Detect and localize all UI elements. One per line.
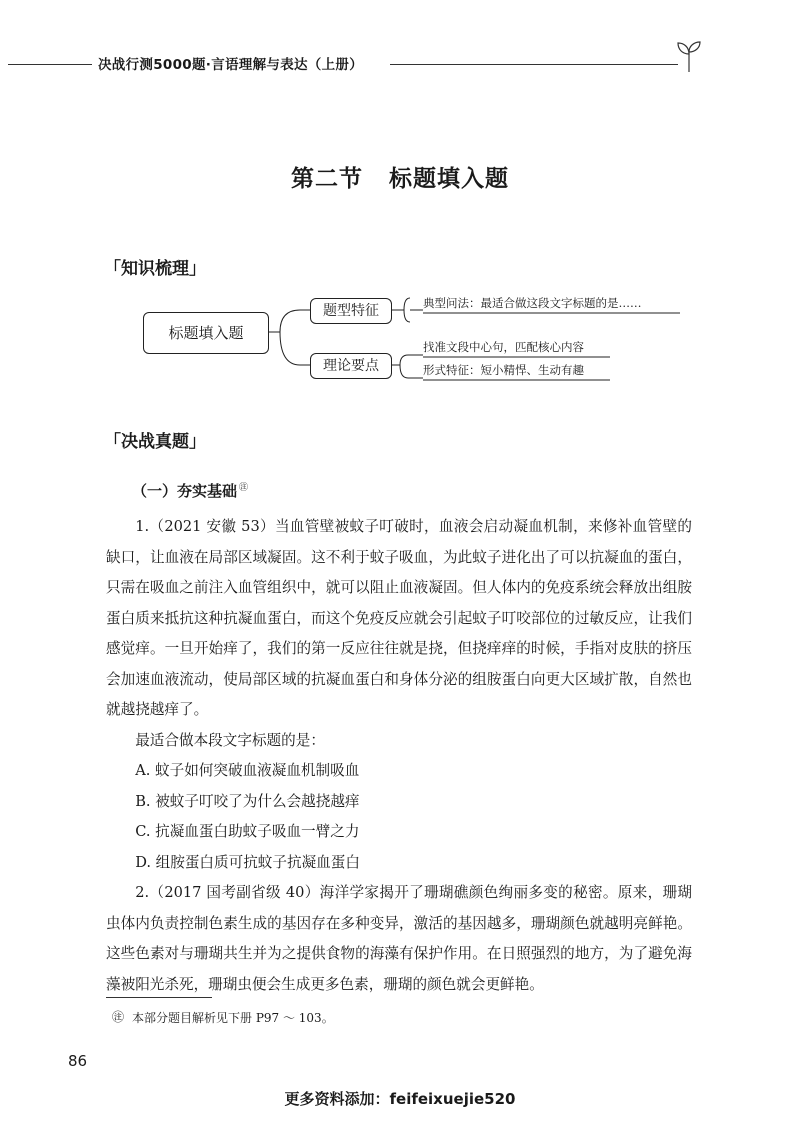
question-1-prompt: 最适合做本段文字标题的是： <box>135 731 325 749</box>
question-2-stem: 2.（2017 国考副省级 40）海洋学家揭开了珊瑚礁颜色绚丽多变的秘密。原来，珊瑚虫体内负责控制色素生成的基因存在多种变异，激活的基因越多，珊瑚颜色就越明亮鲜艳。这些色素对与珊瑚共生并为之提供食物的海藻有保护作用。在日照强烈的地方，为了避免海藻被阳光杀死，珊瑚虫便会生成更多色素，珊瑚的颜色就会更鲜艳。 <box>106 884 692 993</box>
subsection-title <box>132 480 248 501</box>
concept-diagram <box>140 292 700 392</box>
knowledge-heading: 「知识梳理」 <box>104 259 206 279</box>
question-1-option-b: B. 被蚊子叮咬了为什么会越挠越痒 <box>135 792 360 810</box>
diagram-leaf-form-feature: 形式特征：短小精悍、生动有趣 <box>423 363 584 377</box>
question-1-option-c: C. 抗凝血蛋白助蚊子吸血一臂之力 <box>135 823 360 840</box>
footnote-flower-icon: ㊟ <box>112 1010 125 1024</box>
section-name: 标题填入题 <box>389 166 509 192</box>
questions-body <box>106 512 692 1000</box>
subsection-label: （一）夯实基础 <box>132 482 238 500</box>
flower-mark-icon: ㊟ <box>239 483 249 493</box>
footnote-text: 本部分题目解析见下册 P97 ～ 103。 <box>132 1011 334 1025</box>
question-1-option-a: A. 蚊子如何突破血液凝血机制吸血 <box>135 762 360 779</box>
exam-heading: 「决战真题」 <box>104 432 206 452</box>
diagram-leaf-center-sentence: 找准文段中心句，匹配核心内容 <box>423 340 584 354</box>
section-title <box>0 160 800 193</box>
question-1-option-d: D. 组胺蛋白质可抗蚊子抗凝血蛋白 <box>135 853 360 871</box>
footer-promo: 更多资料添加：feifeixuejie520 <box>284 1090 516 1108</box>
question-1-stem: 1.（2021 安徽 53）当血管壁被蚊子叮破时，血液会启动凝血机制，来修补血管壁的缺口，让血液在局部区域凝固。这不利于蚊子吸血，为此蚊子进化出了可以抗凝血的蛋白，只需在吸血之前注入血管组织中，就可以阻止血液凝固。但人体内的免疫系统会释放出组胺蛋白质来抵抗这种抗凝血蛋白，而这个免疫反应就会引起蚊子叮咬部位的过敏反应，让我们感觉痒。一旦开始痒了，我们的第一反应往往就是挠，但挠痒痒的时候，手指对皮肤的挤压会加速血液流动，使局部区域的抗凝血蛋白和身体分泌的组胺蛋白向更大区域扩散，自然也就越挠越痒了。 <box>106 518 692 718</box>
section-number: 第二节 <box>291 166 363 192</box>
header-rule-left <box>8 64 92 65</box>
running-header: 决战行测5000题·言语理解与表达（上册） <box>98 57 364 73</box>
footnote-rule <box>106 997 212 998</box>
page-number: 86 <box>68 1052 88 1070</box>
diagram-node-theory: 理论要点 <box>310 353 392 379</box>
header-rule-right <box>390 64 678 65</box>
diagram-leaf-typical-question: 典型问法：最适合做这段文字标题的是…… <box>423 296 642 310</box>
diagram-node-type: 题型特征 <box>310 298 392 324</box>
diagram-root-node: 标题填入题 <box>143 312 269 354</box>
sprout-icon <box>676 38 702 72</box>
